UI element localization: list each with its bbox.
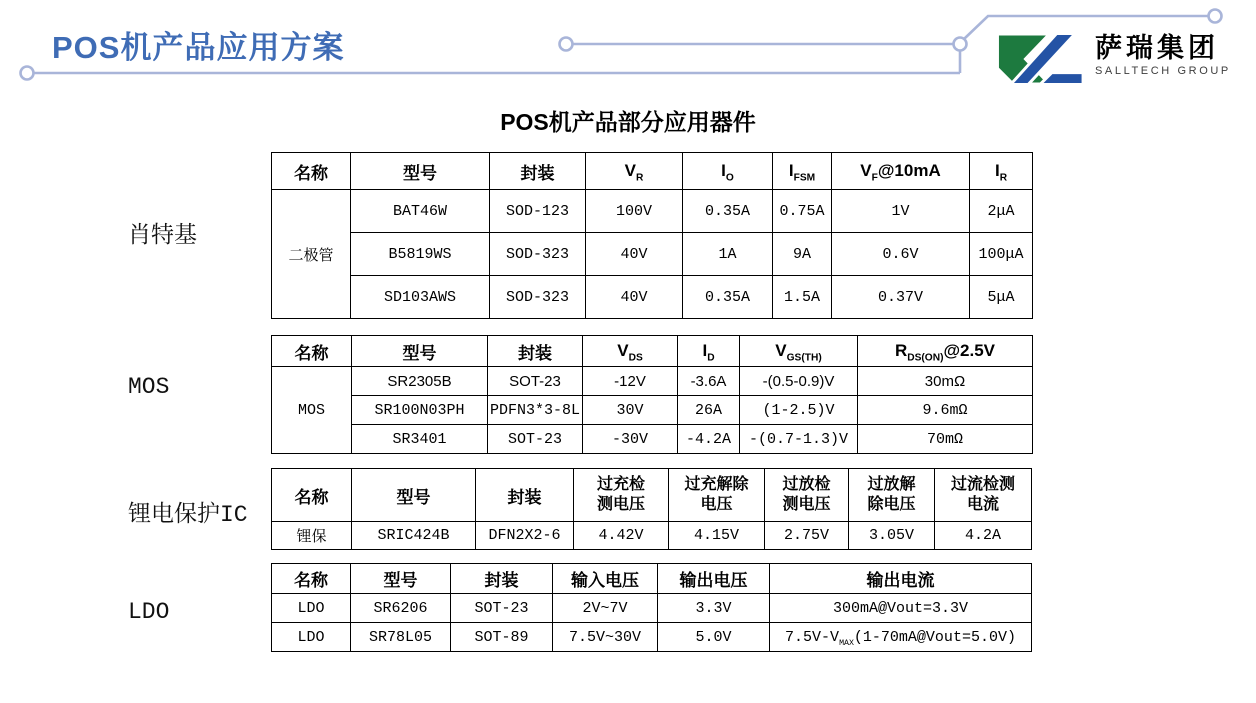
data-cell: DFN2X2-6 [476, 522, 574, 550]
content-heading: POS机产品部分应用器件 [500, 109, 756, 135]
header-cell: 过放解 除电压 [849, 469, 935, 522]
battery-protection-table [271, 468, 1032, 550]
header-cell: 名称 [272, 153, 351, 190]
group-cell: 锂保 [272, 522, 352, 550]
header-cell: 封装 [476, 469, 574, 522]
data-cell: SD103AWS [351, 276, 490, 319]
section-label-mos: MOS [128, 374, 170, 400]
data-cell: 300mA@Vout=3.3V [770, 594, 1032, 623]
header-cell: 过流检测 电流 [935, 469, 1032, 522]
data-cell: 1A [683, 233, 773, 276]
logo-name-cn: 萨瑞集团 [1095, 33, 1219, 63]
data-cell: -3.6A [678, 367, 740, 396]
header-cell: 型号 [351, 564, 451, 594]
data-cell: 30V [583, 396, 678, 425]
data-cell: SR6206 [351, 594, 451, 623]
data-cell: SR78L05 [351, 623, 451, 652]
header-cell: 型号 [352, 336, 488, 367]
data-cell: LDO [272, 594, 351, 623]
trace-node-circle [1209, 10, 1222, 23]
data-cell: 3.3V [658, 594, 770, 623]
data-cell: 100V [586, 190, 683, 233]
data-cell: 2μA [970, 190, 1033, 233]
data-cell: 0.37V [832, 276, 970, 319]
slide-title: POS机产品应用方案 [52, 30, 345, 65]
header-cell: $I_R$ [970, 153, 1033, 190]
header-cell: 过充检 测电压 [574, 469, 669, 522]
data-cell: SOD-323 [490, 233, 586, 276]
data-cell: SOT-23 [488, 425, 583, 454]
data-cell: BAT46W [351, 190, 490, 233]
header-cell: 名称 [272, 564, 351, 594]
company-logo [997, 33, 1231, 85]
data-cell: -(0.7-1.3)V [740, 425, 858, 454]
data-cell: PDFN3*3-8L [488, 396, 583, 425]
data-cell: SOT-23 [488, 367, 583, 396]
data-cell: -12V [583, 367, 678, 396]
section-label-ldo: LDO [128, 599, 170, 625]
data-cell: $7.5V-V_{MAX}(1-70mA@Vout=5.0V)$ [770, 623, 1032, 652]
header-cell: 输入电压 [553, 564, 658, 594]
header-cell: 型号 [352, 469, 476, 522]
trace-node-circle [954, 38, 967, 51]
data-cell: 4.15V [669, 522, 765, 550]
header-cell: 过放检 测电压 [765, 469, 849, 522]
data-cell: SR3401 [352, 425, 488, 454]
header-cell: $V_{DS}$ [583, 336, 678, 367]
group-cell: MOS [272, 367, 352, 454]
data-cell: SRIC424B [352, 522, 476, 550]
header-cell: $V_F@10mA$ [832, 153, 970, 190]
header-cell: 过充解除 电压 [669, 469, 765, 522]
header-cell: $I_D$ [678, 336, 740, 367]
header-cell: 封装 [490, 153, 586, 190]
ldo-table [271, 563, 1032, 652]
data-cell: 0.35A [683, 276, 773, 319]
data-cell: 2V~7V [553, 594, 658, 623]
header-cell: 输出电流 [770, 564, 1032, 594]
header-cell: $R_{DS(ON)}@2.5V$ [858, 336, 1033, 367]
data-cell: 30mΩ [858, 367, 1033, 396]
mos-table [271, 335, 1033, 454]
header-cell: $I_{FSM}$ [773, 153, 832, 190]
logo-mark-icon [997, 33, 1085, 85]
data-cell: SOT-23 [451, 594, 553, 623]
header-cell: $I_O$ [683, 153, 773, 190]
data-cell: 3.05V [849, 522, 935, 550]
header-cell: 名称 [272, 469, 352, 522]
header-cell: 输出电压 [658, 564, 770, 594]
header-cell: 型号 [351, 153, 490, 190]
data-cell: 40V [586, 233, 683, 276]
data-cell: 0.75A [773, 190, 832, 233]
trace-node-circle [21, 67, 34, 80]
data-cell: 9A [773, 233, 832, 276]
data-cell: 0.6V [832, 233, 970, 276]
data-cell: 4.2A [935, 522, 1032, 550]
data-cell: 7.5V~30V [553, 623, 658, 652]
group-cell: 二极管 [272, 190, 351, 319]
data-cell: SOD-123 [490, 190, 586, 233]
header-cell: $V_R$ [586, 153, 683, 190]
schottky-diode-table [271, 152, 1033, 319]
data-cell: SR100N03PH [352, 396, 488, 425]
data-cell: 0.35A [683, 190, 773, 233]
header-cell: 封装 [488, 336, 583, 367]
trace-node-circle [560, 38, 573, 51]
data-cell: 1.5A [773, 276, 832, 319]
section-label-schottky: 肖特基 [128, 223, 197, 249]
data-cell: -(0.5-0.9)V [740, 367, 858, 396]
data-cell: -4.2A [678, 425, 740, 454]
data-cell: 100μA [970, 233, 1033, 276]
data-cell: 4.42V [574, 522, 669, 550]
data-cell: 26A [678, 396, 740, 425]
data-cell: SOD-323 [490, 276, 586, 319]
data-cell: (1-2.5)V [740, 396, 858, 425]
data-cell: SOT-89 [451, 623, 553, 652]
data-cell: 70mΩ [858, 425, 1033, 454]
data-cell: 5μA [970, 276, 1033, 319]
section-label-battery-protection: 锂电保护IC [128, 502, 248, 528]
data-cell: 1V [832, 190, 970, 233]
data-cell: B5819WS [351, 233, 490, 276]
data-cell: 5.0V [658, 623, 770, 652]
data-cell: 40V [586, 276, 683, 319]
header-cell: 封装 [451, 564, 553, 594]
logo-name-en: SALLTECH GROUP [1095, 65, 1231, 78]
header-cell: $V_{GS(TH)}$ [740, 336, 858, 367]
data-cell: -30V [583, 425, 678, 454]
data-cell: LDO [272, 623, 351, 652]
header-cell: 名称 [272, 336, 352, 367]
data-cell: 9.6mΩ [858, 396, 1033, 425]
data-cell: SR2305B [352, 367, 488, 396]
data-cell: 2.75V [765, 522, 849, 550]
